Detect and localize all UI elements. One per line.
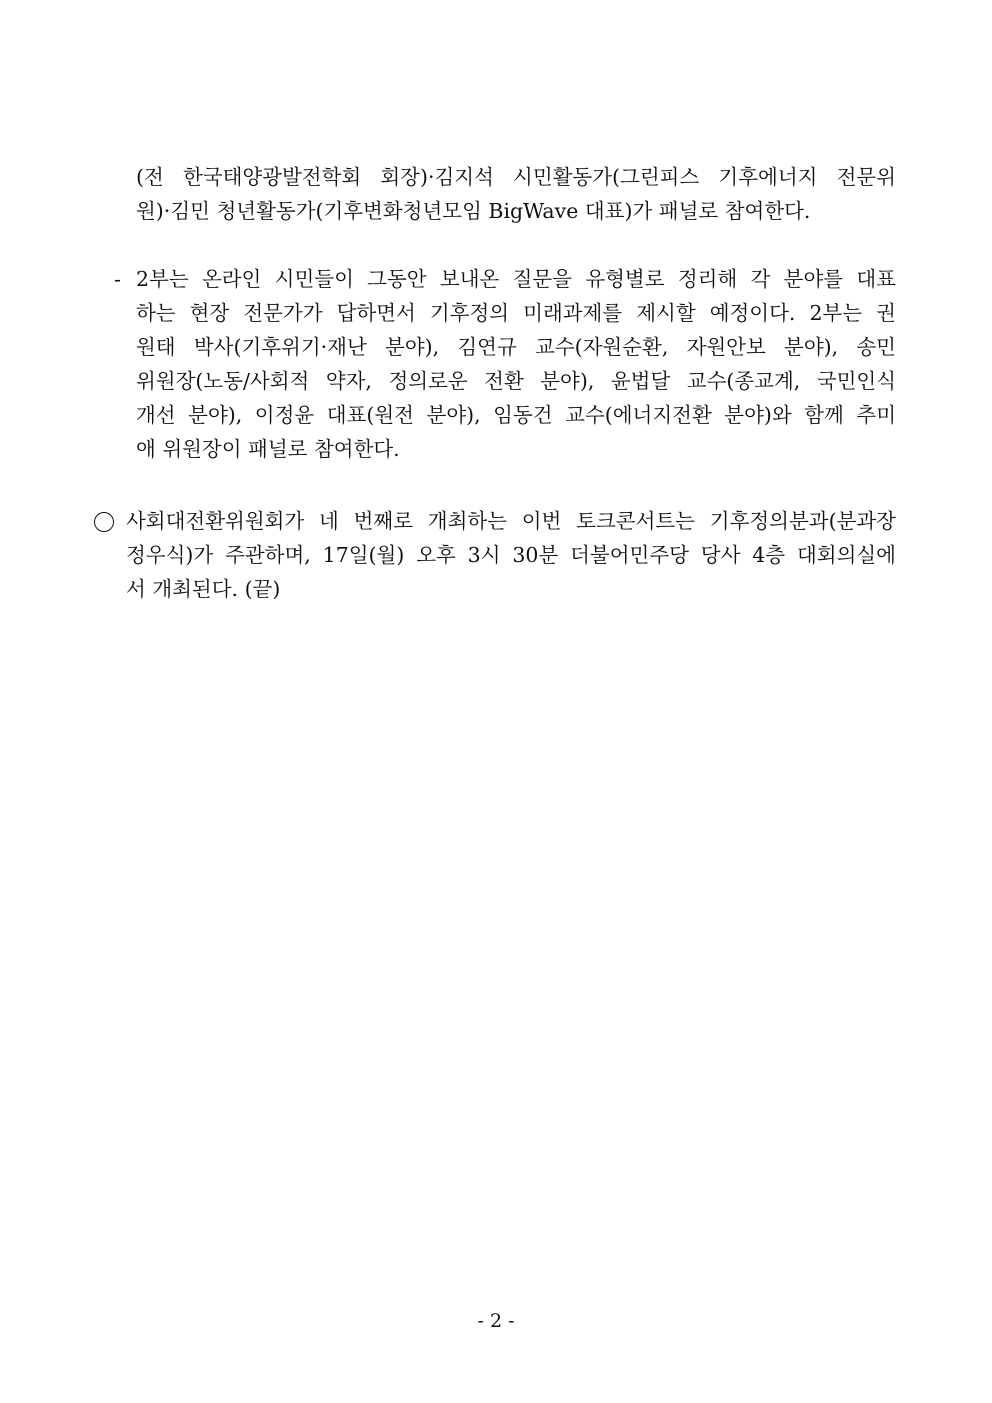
paragraph-line: 2부는 온라인 시민들이 그동안 보내온 질문을 유형별로 정리해 각 분야를 대표 — [136, 267, 896, 291]
paragraph-line: 개선 분야), 이정윤 대표(원전 분야), 임동건 교수(에너지전환 분야)와 함께 추미 — [136, 403, 896, 427]
paragraph-line: 사회대전환위원회가 네 번째로 개최하는 이번 토크콘서트는 기후정의분과(분과장 — [126, 509, 896, 533]
dash-bullet: - — [114, 267, 121, 291]
paragraph-line: (전 한국태양광발전학회 회장)·김지석 시민활동가(그린피스 기후에너지 전문위 — [136, 165, 896, 189]
paragraph-line: 서 개최된다. (끝) — [126, 577, 281, 601]
paragraph-line: 정우식)가 주관하며, 17일(월) 오후 3시 30분 더불어민주당 당사 4층 대회의실에 — [126, 543, 896, 567]
circle-bullet-icon — [94, 512, 114, 532]
paragraph-line: 원)·김민 청년활동가(기후변화청년모임 BigWave 대표)가 패널로 참여한다. — [136, 199, 811, 223]
paragraph-line: 애 위원장이 패널로 참여한다. — [136, 437, 400, 461]
paragraph-line: 위원장(노동/사회적 약자, 정의로운 전환 분야), 윤법달 교수(종교계, 국민인식 — [136, 369, 896, 393]
paragraph-line: 하는 현장 전문가가 답하면서 기후정의 미래과제를 제시할 예정이다. 2부는 권 — [136, 301, 896, 325]
page-number: - 2 - — [477, 1310, 515, 1332]
paragraph-line: 원태 박사(기후위기·재난 분야), 김연규 교수(자원순환, 자원안보 분야), 송민 — [136, 335, 896, 359]
